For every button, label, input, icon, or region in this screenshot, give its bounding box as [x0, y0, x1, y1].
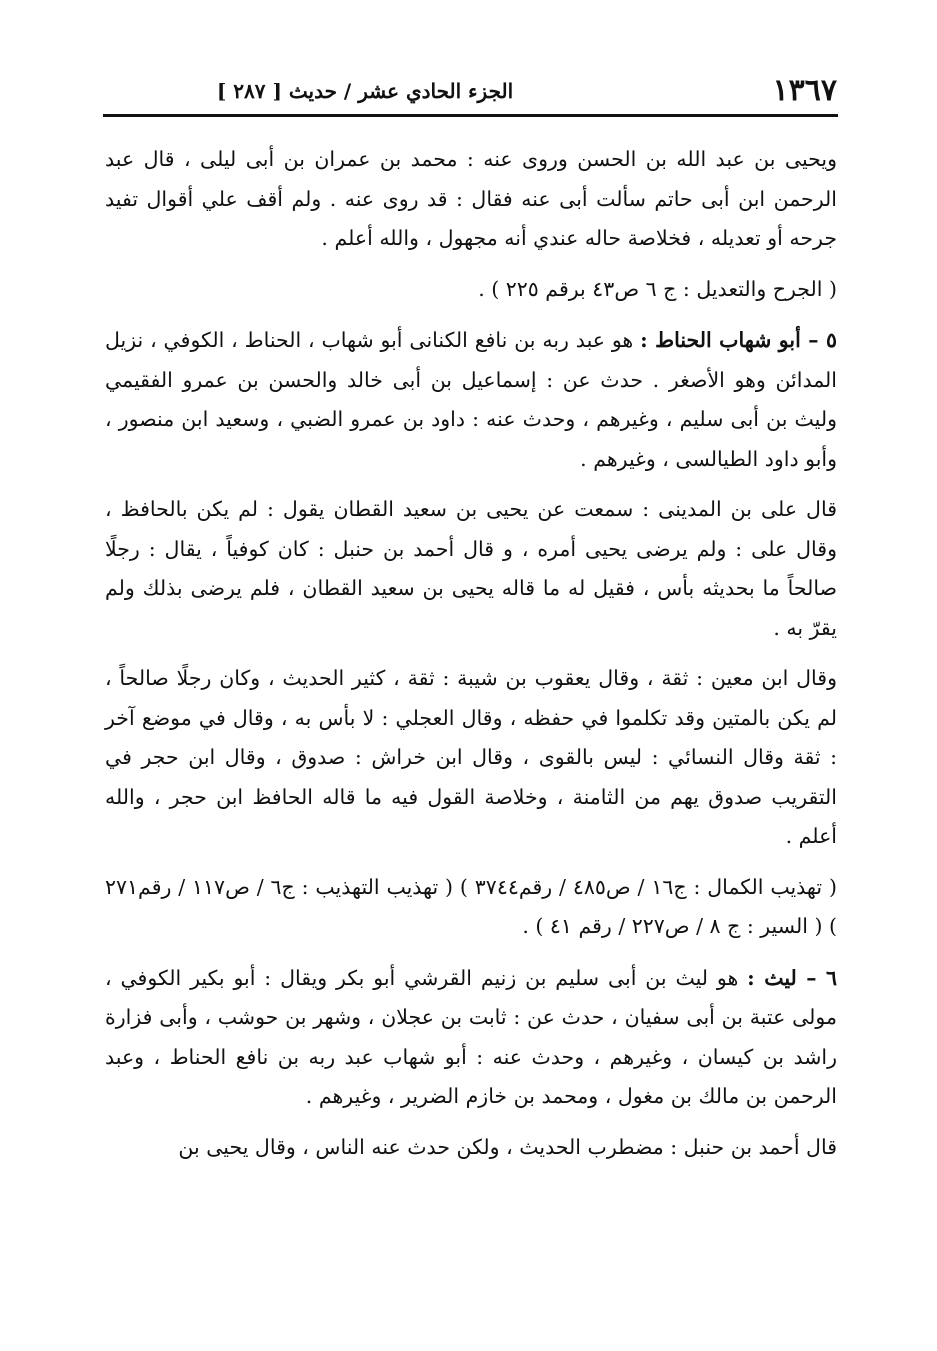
entry-5-heading: ٥ – أبو شهاب الحناط : [640, 328, 838, 352]
entry-6-paragraph [105, 959, 837, 1117]
reference-1-text: ( الجرح والتعديل : ج ٦ ص٤٣ برقم ٢٢٥ ) . [478, 276, 837, 301]
reference-1 [105, 270, 837, 310]
paragraph-4-text: قال على بن المدينى : سمعت عن يحيى بن سعيد القطان يقول : لم يكن بالحافظ ، وقال على : ولم يرضى يحيى أمره ، و قال أحمد بن حنبل : كان كوفياً ، يقال : رجلًا صالحاً ما بحديثه بأس ، فقيل له ما قاله يحيى بن سعيد القطان ، فلم يرضى بذلك ولم يقرّ به . [105, 497, 837, 640]
paragraph-4 [105, 490, 837, 648]
entry-5-text: هو عبد ربه بن نافع الكنانى أبو شهاب ، الحناط ، الكوفي ، نزيل المدائن وهو الأصغر . حدث عن : إسماعيل بن أبى خالد والحسن بن عمرو الفقيمي وليث بن أبى سليم ، وغيرهم ، وحدث عنه : داود بن عمرو الضبي ، وسعيد ابن منصور ، وأبو داود الطيالسى ، وغيرهم . [105, 328, 837, 471]
paragraph-1 [105, 140, 837, 259]
entry-6-text: هو ليث بن أبى سليم بن زنيم القرشي أبو بكر ويقال : أبو بكير الكوفي ، مولى عتبة بن أبى سفيان ، حدث عن : ثابت بن عجلان ، وشهر بن حوشب ، وأبى فزارة راشد بن كيسان ، وغيرهم ، وحدث عنه : أبو شهاب عبد ربه بن نافع الحناط ، وعبد الرحمن بن مالك بن مغول ، ومحمد بن خازم الضرير ، وغيرهم . [105, 965, 837, 1108]
paragraph-8 [105, 1128, 837, 1168]
entry-5-paragraph [105, 321, 837, 479]
reference-2 [105, 868, 837, 947]
paragraph-5-text: وقال ابن معين : ثقة ، وقال يعقوب بن شيبة : ثقة ، كثير الحديث ، وكان رجلًا صالحاً ، لم يكن بالمتين وقد تكلموا في حفظه ، وقال العجلي : لا بأس به ، وقال في موضع آخر : ثقة وقال النسائي : ليس بالقوى ، وقال ابن خراش : صدوق ، وقال ابن حجر في التقريب صدوق يهم من الثامنة ، وخلاصة القول فيه ما قاله الحافظ ابن حجر ، والله أعلم . [105, 666, 837, 848]
header-divider [103, 114, 838, 117]
page-body [105, 140, 837, 1178]
paragraph-8-text: قال أحمد بن حنبل : مضطرب الحديث ، ولكن حدث عنه الناس ، وقال يحيى بن [178, 1134, 837, 1159]
paragraph-1-text: ويحيى بن عبد الله بن الحسن وروى عنه : محمد بن عمران بن أبى ليلى ، قال عبد الرحمن ابن أبى حاتم سألت أبى عنه فقال : قد روى عنه . ولم أقف علي أقوال تفيد جرحه أو تعديله ، فخلاصة حاله عندي أنه مجهول ، والله أعلم . [105, 147, 837, 250]
entry-6-heading: ٦ – ليث : [747, 965, 838, 990]
running-title: الجزء الحادي عشر / حديث [ ٢٨٧ ] [216, 79, 514, 103]
reference-2-text: ( تهذيب الكمال : ج١٦ / ص٤٨٥ / رقم٣٧٤٤ ) ( تهذيب التهذيب : ج٦ / ص١١٧ / رقم٢٧١ ) ( السير : ج ٨ / ص٢٢٧ / رقم ٤١ ) . [105, 874, 837, 938]
page-number: ١٣٦٧ [772, 73, 837, 108]
page-header [105, 72, 837, 110]
paragraph-5 [105, 659, 837, 857]
